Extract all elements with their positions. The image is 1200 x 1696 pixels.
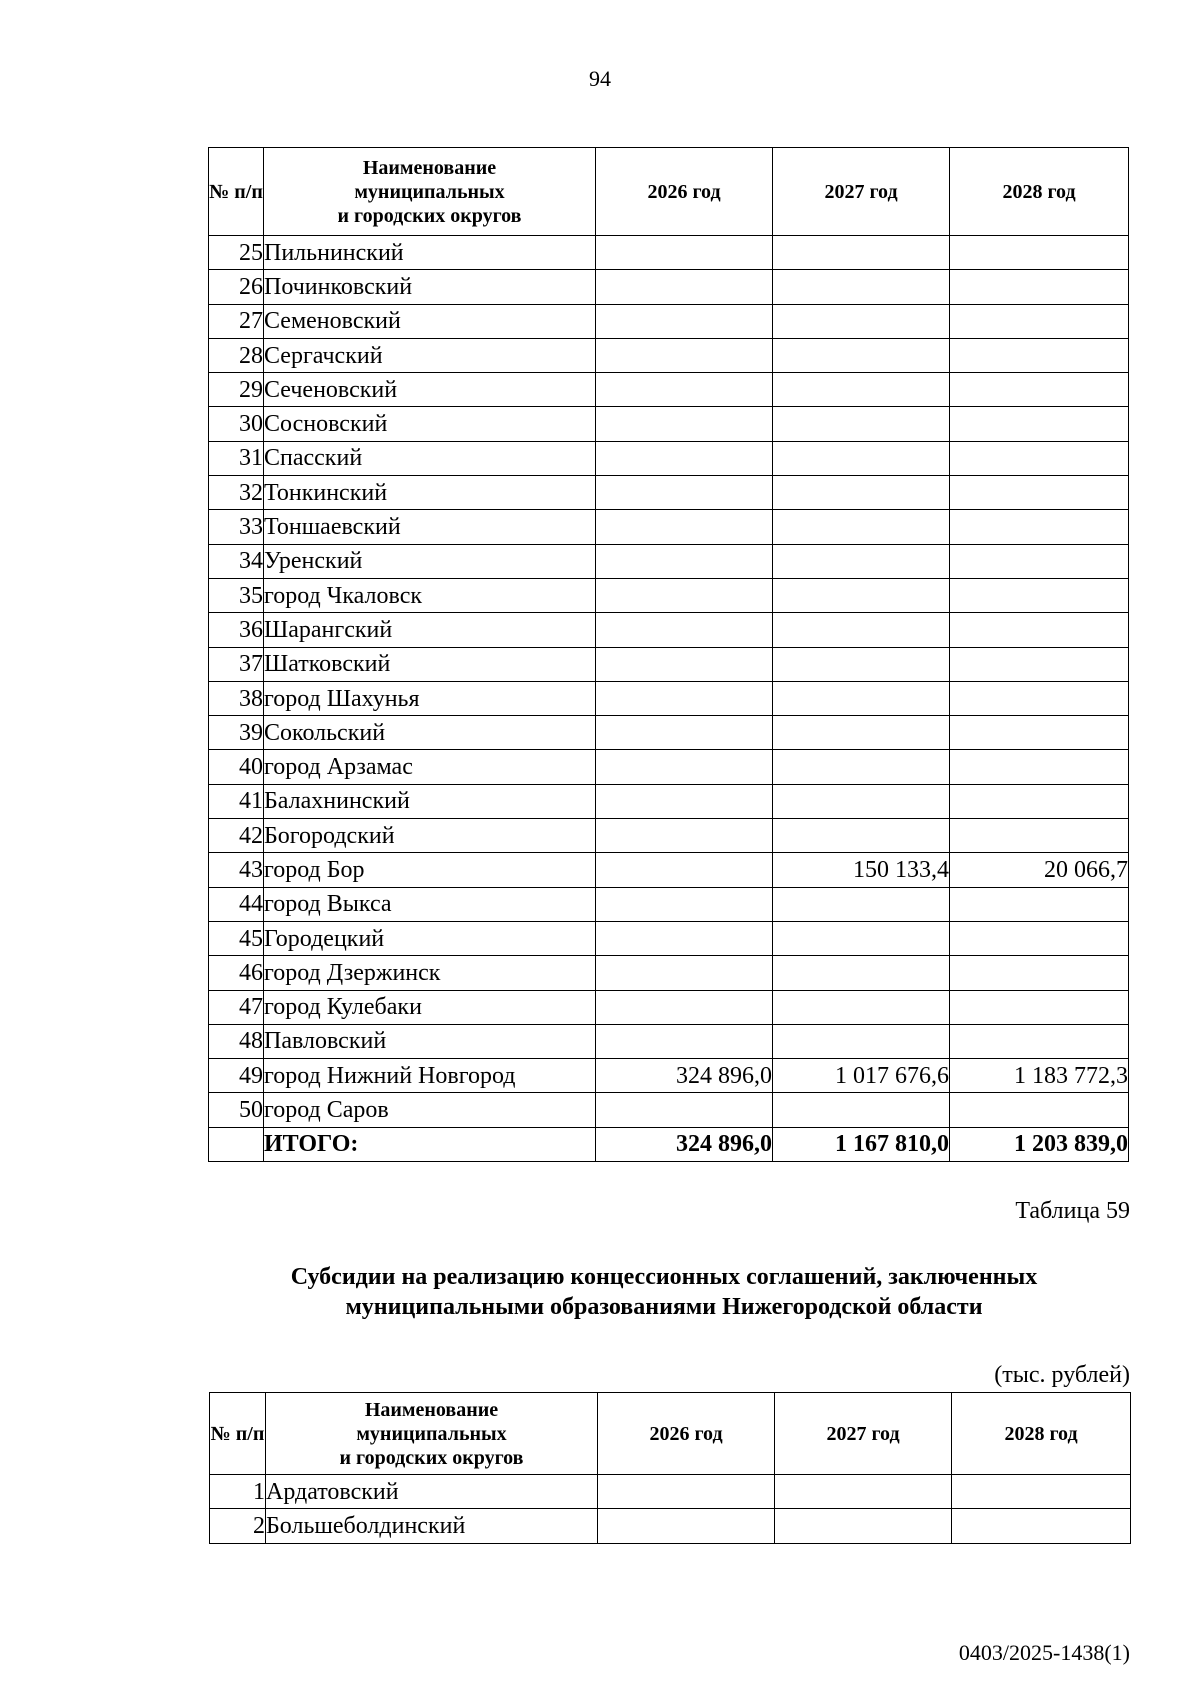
row-2026: [596, 544, 773, 578]
row-2027: [773, 956, 950, 990]
header-2026: 2026 год: [596, 148, 773, 236]
row-2028: 1 183 772,3: [950, 1059, 1129, 1093]
header-name-line: муниципальных: [356, 1422, 507, 1445]
row-2026: [598, 1475, 775, 1509]
row-2026: [596, 510, 773, 544]
row-number: 30: [209, 407, 264, 441]
row-2026: [596, 819, 773, 853]
table-row: [209, 270, 1129, 304]
header-name: [266, 1393, 598, 1475]
row-number: 38: [209, 681, 264, 715]
row-name: город Саров: [264, 1093, 596, 1127]
table-row: [210, 1475, 1131, 1509]
row-number: 42: [209, 819, 264, 853]
table-row: [209, 819, 1129, 853]
header-2026: 2026 год: [598, 1393, 775, 1475]
table-row: [209, 613, 1129, 647]
row-2027: [773, 510, 950, 544]
table-row: [209, 578, 1129, 612]
row-2027: 150 133,4: [773, 853, 950, 887]
row-number: 34: [209, 544, 264, 578]
table-header-row: [209, 148, 1129, 236]
row-2028: [952, 1509, 1131, 1543]
total-2027: 1 167 810,0: [773, 1127, 950, 1161]
row-2028: [950, 647, 1129, 681]
table-row: [209, 510, 1129, 544]
row-2027: [775, 1475, 952, 1509]
row-2028: [950, 1024, 1129, 1058]
row-2027: [773, 750, 950, 784]
row-2028: [950, 578, 1129, 612]
row-2028: [950, 407, 1129, 441]
total-row: [209, 1127, 1129, 1161]
row-2026: [596, 784, 773, 818]
row-number: 2: [210, 1509, 266, 1543]
row-2026: [596, 716, 773, 750]
row-2026: [596, 441, 773, 475]
row-number: 29: [209, 373, 264, 407]
row-2027: [773, 476, 950, 510]
row-2026: [598, 1509, 775, 1543]
row-number: 45: [209, 921, 264, 955]
row-name: Сергачский: [264, 338, 596, 372]
row-name: город Выкса: [264, 887, 596, 921]
row-name: город Шахунья: [264, 681, 596, 715]
table-row: [209, 304, 1129, 338]
row-name: город Чкаловск: [264, 578, 596, 612]
row-2027: [773, 784, 950, 818]
row-number: 27: [209, 304, 264, 338]
row-2028: [950, 750, 1129, 784]
row-number: 26: [209, 270, 264, 304]
table-row: [209, 544, 1129, 578]
row-2028: [950, 544, 1129, 578]
row-2028: [950, 236, 1129, 270]
row-2026: [596, 236, 773, 270]
row-2026: [596, 373, 773, 407]
row-2027: [775, 1509, 952, 1543]
row-2026: [596, 921, 773, 955]
table-row: [209, 1093, 1129, 1127]
row-number: 47: [209, 990, 264, 1024]
row-2027: [773, 270, 950, 304]
table-row: [209, 476, 1129, 510]
row-number: 1: [210, 1475, 266, 1509]
row-2027: [773, 373, 950, 407]
header-2027: 2027 год: [773, 148, 950, 236]
table-59: [209, 1392, 1131, 1544]
table-row: [209, 1059, 1129, 1093]
row-2028: [950, 990, 1129, 1024]
table-row: [210, 1509, 1131, 1543]
row-name: Шарангский: [264, 613, 596, 647]
row-2027: [773, 647, 950, 681]
row-2026: [596, 1093, 773, 1127]
row-number: 33: [209, 510, 264, 544]
row-name: Сосновский: [264, 407, 596, 441]
row-2026: [596, 887, 773, 921]
document-id: 0403/2025-1438(1): [958, 1640, 1130, 1665]
row-2026: [596, 304, 773, 338]
row-2028: [950, 681, 1129, 715]
row-number: 46: [209, 956, 264, 990]
row-2026: [596, 578, 773, 612]
row-name: город Нижний Новгород: [264, 1059, 596, 1093]
row-2027: [773, 990, 950, 1024]
row-name: Сокольский: [264, 716, 596, 750]
row-number: 43: [209, 853, 264, 887]
row-name: город Кулебаки: [264, 990, 596, 1024]
row-2026: [596, 681, 773, 715]
table-title-line: Субсидии на реализацию концессионных соглашений, заключенных: [290, 1264, 1038, 1290]
row-2026: [596, 270, 773, 304]
table-title: [0, 1262, 1200, 1322]
page-number: 94: [589, 66, 611, 91]
table-row: [209, 956, 1129, 990]
row-2028: [952, 1475, 1131, 1509]
row-number: 35: [209, 578, 264, 612]
row-2028: [950, 1093, 1129, 1127]
table-58: [208, 147, 1129, 1162]
row-2027: [773, 681, 950, 715]
table-row: [209, 750, 1129, 784]
row-name: Большеболдинский: [266, 1509, 598, 1543]
header-name-line: Наименование: [364, 1398, 499, 1421]
row-2028: 20 066,7: [950, 853, 1129, 887]
row-number: 32: [209, 476, 264, 510]
header-2028: 2028 год: [950, 148, 1129, 236]
row-2028: [950, 510, 1129, 544]
row-2027: [773, 819, 950, 853]
row-2028: [950, 887, 1129, 921]
row-name: город Дзержинск: [264, 956, 596, 990]
row-2027: [773, 304, 950, 338]
row-2026: [596, 750, 773, 784]
row-number: 31: [209, 441, 264, 475]
row-name: город Арзамас: [264, 750, 596, 784]
row-number: 48: [209, 1024, 264, 1058]
row-2027: [773, 407, 950, 441]
row-2027: [773, 578, 950, 612]
row-2028: [950, 716, 1129, 750]
row-2027: [773, 887, 950, 921]
row-name: Уренский: [264, 544, 596, 578]
row-2027: [773, 338, 950, 372]
row-2027: 1 017 676,6: [773, 1059, 950, 1093]
row-name: Павловский: [264, 1024, 596, 1058]
table-row: [209, 647, 1129, 681]
row-2028: [950, 270, 1129, 304]
row-2028: [950, 819, 1129, 853]
row-2027: [773, 236, 950, 270]
row-number: 50: [209, 1093, 264, 1127]
row-2027: [773, 1093, 950, 1127]
row-2028: [950, 956, 1129, 990]
table-row: [209, 441, 1129, 475]
table-row: [209, 784, 1129, 818]
row-number: 44: [209, 887, 264, 921]
row-2027: [773, 613, 950, 647]
row-2028: [950, 921, 1129, 955]
table-row: [209, 990, 1129, 1024]
row-name: Шатковский: [264, 647, 596, 681]
row-number: 28: [209, 338, 264, 372]
table-row: [209, 338, 1129, 372]
table-59-body: [210, 1475, 1131, 1544]
table-58-body: [209, 236, 1129, 1128]
row-2027: [773, 544, 950, 578]
table-row: [209, 681, 1129, 715]
header-name: [264, 148, 596, 236]
table-header-row: [210, 1393, 1131, 1475]
row-name: Починковский: [264, 270, 596, 304]
row-2026: [596, 647, 773, 681]
row-2028: [950, 304, 1129, 338]
row-number: 49: [209, 1059, 264, 1093]
total-2028: 1 203 839,0: [950, 1127, 1129, 1161]
header-2028: 2028 год: [952, 1393, 1131, 1475]
row-number: 36: [209, 613, 264, 647]
row-number: 39: [209, 716, 264, 750]
row-number: 37: [209, 647, 264, 681]
header-num: № п/п: [210, 1393, 266, 1475]
row-2028: [950, 784, 1129, 818]
row-name: Семеновский: [264, 304, 596, 338]
row-2026: [596, 476, 773, 510]
row-2028: [950, 613, 1129, 647]
table-row: [209, 921, 1129, 955]
total-2026: 324 896,0: [596, 1127, 773, 1161]
row-2026: 324 896,0: [596, 1059, 773, 1093]
row-number: 25: [209, 236, 264, 270]
row-2028: [950, 373, 1129, 407]
row-name: Балахнинский: [264, 784, 596, 818]
table-row: [209, 1024, 1129, 1058]
row-name: Пильнинский: [264, 236, 596, 270]
header-name-line: муниципальных: [354, 180, 505, 203]
table-row: [209, 236, 1129, 270]
header-name-line: и городских округов: [337, 204, 522, 227]
header-name-line: и городских округов: [339, 1446, 524, 1469]
row-2028: [950, 441, 1129, 475]
row-2027: [773, 441, 950, 475]
table-row: [209, 887, 1129, 921]
total-label: ИТОГО:: [264, 1127, 596, 1161]
row-2028: [950, 338, 1129, 372]
row-2026: [596, 956, 773, 990]
row-number: 40: [209, 750, 264, 784]
units-label: (тыс. рублей): [994, 1362, 1130, 1388]
row-name: Тонкинский: [264, 476, 596, 510]
header-name-line: Наименование: [362, 156, 497, 179]
row-2026: [596, 990, 773, 1024]
table-row: [209, 407, 1129, 441]
row-2026: [596, 853, 773, 887]
header-num: № п/п: [209, 148, 264, 236]
table-title-line: муниципальными образованиями Нижегородской области: [345, 1294, 983, 1320]
row-2028: [950, 476, 1129, 510]
table-row: [209, 373, 1129, 407]
total-num-cell: [209, 1127, 264, 1161]
row-2027: [773, 716, 950, 750]
table-row: [209, 853, 1129, 887]
table-row: [209, 716, 1129, 750]
row-name: Богородский: [264, 819, 596, 853]
row-2027: [773, 1024, 950, 1058]
row-name: Ардатовский: [266, 1475, 598, 1509]
row-2026: [596, 407, 773, 441]
row-2027: [773, 921, 950, 955]
row-name: Спасский: [264, 441, 596, 475]
row-name: Городецкий: [264, 921, 596, 955]
row-name: Сеченовский: [264, 373, 596, 407]
row-number: 41: [209, 784, 264, 818]
row-name: Тоншаевский: [264, 510, 596, 544]
table-label: Таблица 59: [1015, 1198, 1130, 1224]
row-2026: [596, 1024, 773, 1058]
row-name: город Бор: [264, 853, 596, 887]
row-2026: [596, 338, 773, 372]
header-2027: 2027 год: [775, 1393, 952, 1475]
row-2026: [596, 613, 773, 647]
